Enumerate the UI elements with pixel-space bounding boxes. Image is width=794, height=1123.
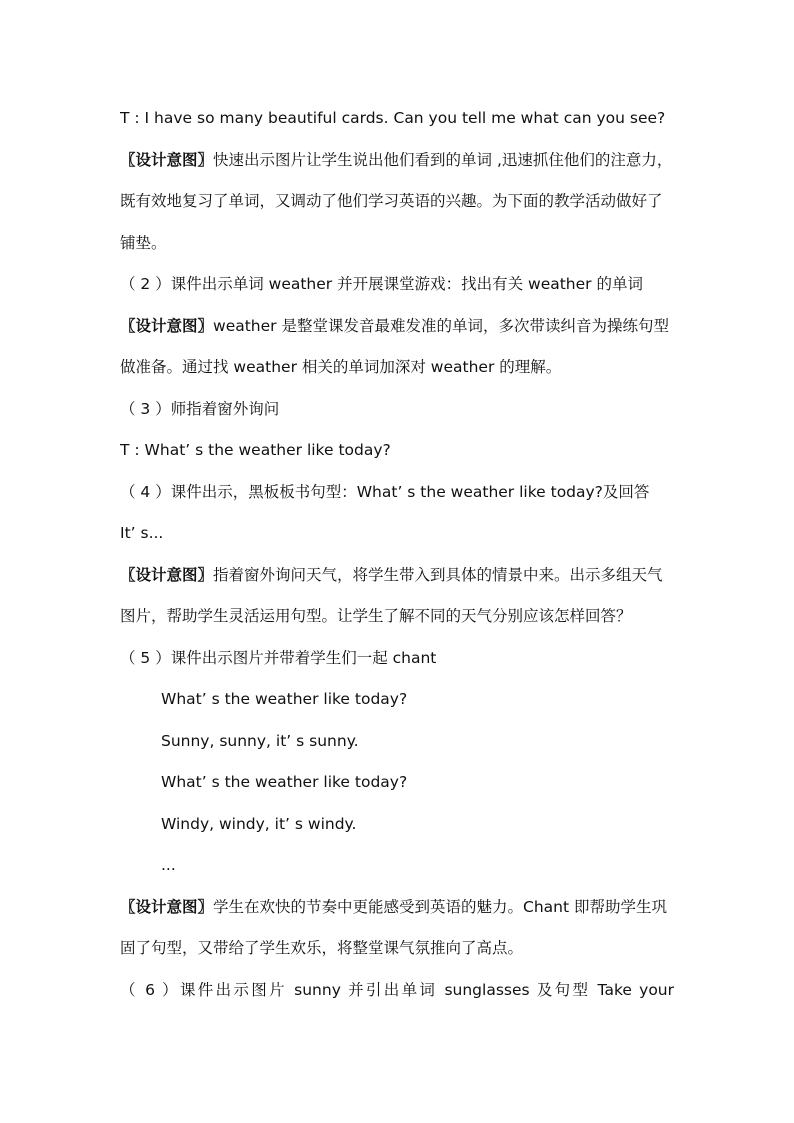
- text-line: 〖设计意图〗学生在欢快的节奏中更能感受到英语的魅力。Chant 即帮助学生巩: [120, 898, 667, 916]
- design-intent-tag: 〖设计意图〗: [120, 151, 214, 169]
- chant-line: What’ s the weather like today?: [161, 690, 408, 708]
- design-intent-tag: 〖设计意图〗: [120, 566, 214, 584]
- text-line: 图片，帮助学生灵活运用句型。让学生了解不同的天气分别应该怎样回答？: [120, 607, 632, 625]
- text-line: （ 5 ）课件出示图片并带着学生们一起 chant: [120, 649, 437, 667]
- chant-line: ...: [161, 856, 176, 874]
- text-line: 铺垫。: [120, 234, 167, 252]
- text-line: （ 2 ）课件出示单词 weather 并开展课堂游戏：找出有关 weather 的单词: [120, 275, 643, 293]
- text-line: （ 6 ）课件出示图片 sunny 并引出单词 sunglasses 及句型 Take your: [120, 981, 674, 999]
- text-line: 〖设计意图〗快速出示图片让学生说出他们看到的单词 ,迅速抓住他们的注意力，: [120, 151, 673, 169]
- text-line: 做准备。通过找 weather 相关的单词加深对 weather 的理解。: [120, 358, 562, 376]
- text-line: （ 3 ）师指着窗外询问: [120, 400, 280, 418]
- text-line: T : What’ s the weather like today?: [120, 441, 391, 459]
- text-line: 既有效地复习了单词，又调动了他们学习英语的兴趣。为下面的教学活动做好了: [120, 192, 663, 210]
- chant-line: What’ s the weather like today?: [161, 773, 408, 791]
- design-intent-tag: 〖设计意图〗: [120, 898, 214, 916]
- text-line: 〖设计意图〗weather 是整堂课发音最难发准的单词，多次带读纠音为操练句型: [120, 317, 669, 335]
- chant-line: Sunny, sunny, it’ s sunny.: [161, 732, 359, 750]
- text-line: T : I have so many beautiful cards. Can you tell me what can you see?: [120, 109, 666, 127]
- text-line: （ 4 ）课件出示，黑板板书句型：What’ s the weather like today?及回答: [120, 483, 650, 501]
- text-line: It’ s...: [120, 524, 164, 542]
- design-intent-tag: 〖设计意图〗: [120, 317, 214, 335]
- text-line: 〖设计意图〗指着窗外询问天气，将学生带入到具体的情景中来。出示多组天气: [120, 566, 663, 584]
- text-line: 固了句型，又带给了学生欢乐，将整堂课气氛推向了高点。: [120, 939, 524, 957]
- chant-line: Windy, windy, it’ s windy.: [161, 815, 357, 833]
